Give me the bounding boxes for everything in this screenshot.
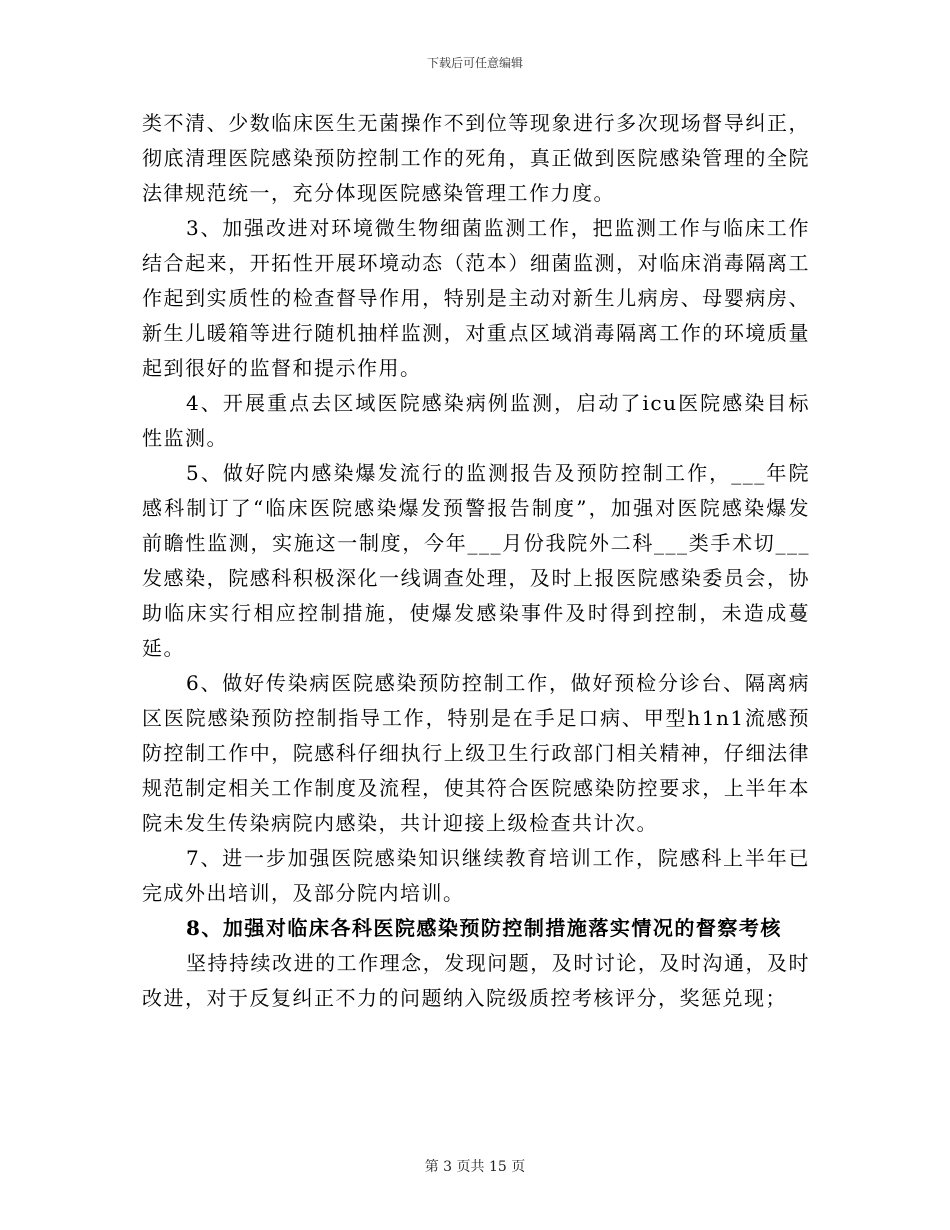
- page-header: 下载后可任意编辑: [426, 56, 523, 70]
- paragraph-item-5: 5、做好院内感染爆发流行的监测报告及预防控制工作，___年院感科制订了“临床医院感染爆发预警报告制度”，加强对医院感染爆发前瞻性监测，实施这一制度，今年___月份我院外二科___类手术切___发感染，院感科积极深化一线调查处理，及时上报医院感染委员会，协助临床实行相应控制措施，使爆发感染事件及时得到控制，未造成蔓延。: [142, 461, 810, 660]
- paragraph-item-6: 6、做好传染病医院感染预防控制工作，做好预检分诊台、隔离病区医院感染预防控制指导工作，特别是在手足口病、甲型h1n1流感预防控制工作中，院感科仔细执行上级卫生行政部门相关精神，仔细法律规范制定相关工作制度及流程，使其符合医院感染防控要求，上半年本院未发生传染病院内感染，共计迎接上级检查共计次。: [142, 671, 810, 835]
- paragraph-item-3: 3、加强改进对环境微生物细菌监测工作，把监测工作与临床工作结合起来，开拓性开展环境动态（范本）细菌监测，对临床消毒隔离工作起到实质性的检查督导作用，特别是主动对新生儿病房、母婴病房、新生儿暖箱等进行随机抽样监测，对重点区域消毒隔离工作的环境质量起到很好的监督和提示作用。: [142, 216, 810, 380]
- document-body: [142, 106, 810, 1016]
- paragraph-item-4: 4、开展重点去区域医院感染病例监测，启动了icu医院感染目标性监测。: [142, 391, 810, 450]
- paragraph-item-7: 7、进一步加强医院感染知识继续教育培训工作，院感科上半年已完成外出培训，及部分院内培训。: [142, 846, 810, 905]
- paragraph-item-8-body: 坚持持续改进的工作理念，发现问题，及时讨论，及时沟通，及时改进，对于反复纠正不力的问题纳入院级质控考核评分，奖惩兑现；: [142, 951, 810, 1010]
- page-footer: 第 3 页共 15 页: [424, 1159, 526, 1175]
- paragraph-continued: 类不清、少数临床医生无菌操作不到位等现象进行多次现场督导纠正，彻底清理医院感染预防控制工作的死角，真正做到医院感染管理的全院法律规范统一，充分体现医院感染管理工作力度。: [142, 111, 810, 205]
- section-heading-8: 8、加强对临床各科医院感染预防控制措施落实情况的督察考核: [186, 916, 782, 940]
